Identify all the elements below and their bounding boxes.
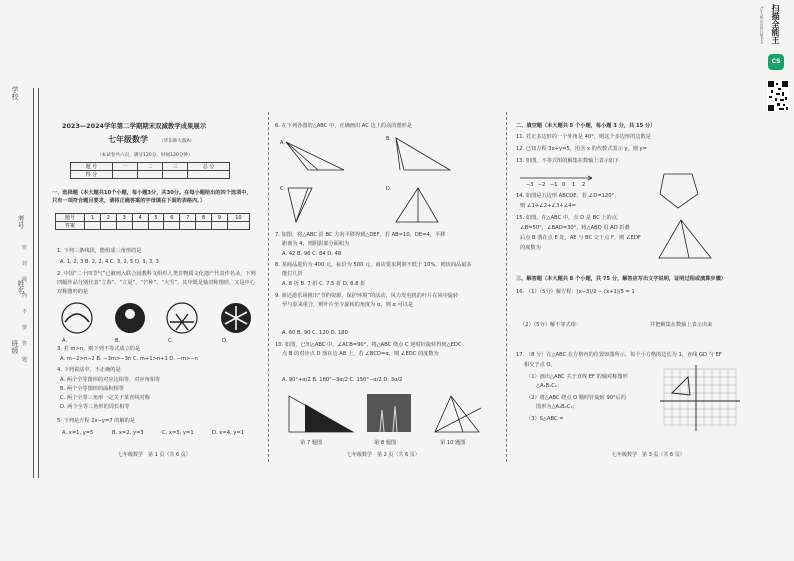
score-head-cell: 总 分 xyxy=(188,163,230,171)
score-head-cell: 一 xyxy=(112,163,137,171)
q7-line1: 7. 如图，将△ABC 沿 BC 方向平移得到△DEF，若 AB=10，DE=4，平移 xyxy=(275,232,446,238)
page-divider-2 xyxy=(506,112,507,462)
svg-text:−2: −2 xyxy=(538,182,546,188)
binding-line xyxy=(33,88,34,478)
q13: 13. 如图，不等式组的解集在数轴上表示如下 xyxy=(516,158,620,164)
q9-line1: 9. 新近游乐场推出“节约资源，保护环境”的活动，风力发电机的叶片在风中旋转 xyxy=(275,293,459,299)
q3: 3. 若 m>n，则下列不等式成立的是 xyxy=(57,346,141,352)
q17-part2-a: （2）将△ABC 绕点 O 顺时针旋转 90°后的 xyxy=(526,395,627,401)
footer-page-2: 七年级数学 第 2 页（共 6 页） xyxy=(347,452,420,458)
q4-d: D. 两个全等三角形的周长相等 xyxy=(60,404,130,410)
svg-text:0: 0 xyxy=(562,182,566,188)
q7-options: A. 42 B. 96 C. 84 D. 48 xyxy=(282,251,342,257)
q2-emblems xyxy=(60,300,260,340)
q16-2-instr: 并把解集在数轴上表示出来 xyxy=(650,322,713,328)
q17-grid xyxy=(660,365,740,433)
svg-text:A.: A. xyxy=(280,140,285,146)
score-head-cell: 三 xyxy=(163,163,188,171)
qr-code-icon xyxy=(767,80,789,112)
q2-line2: 四幅作品分别代表“立春”、“立夏”、“芒种”、“大雪”，其中既是轴对称图形，又是中心 xyxy=(57,280,255,286)
q11: 11. 若正多边形的一个外角是 40°，则这个多边形的边数是 xyxy=(516,134,651,140)
q17-line1: 17. （8 分）在△ABC 在方格内的位置如图所示，每个小方格的边长为 1，直线 GD 与 EF xyxy=(516,352,722,358)
q10-line1: 10. 如图，已知△ABC 中，∠ACB=90°，将△ABC 绕点 C 逆时针旋转得到△EDC， xyxy=(275,342,467,348)
exam-title: 2023—2024学年第二学期期末双减教学成果展示 xyxy=(62,122,207,130)
score-row-label: 得 分 xyxy=(71,171,113,179)
score-head-cell: 题 号 xyxy=(71,163,113,171)
q1-options: A. 1, 2, 3 B. 2, 2, 4 C. 3, 2, 5 D. 3, 3, 3 xyxy=(60,259,159,265)
section1-intro-1: 一、选择题（本大题共10个小题，每小题3分，共30分。在每小题给出的四个选项中， xyxy=(52,190,252,196)
svg-text:D.: D. xyxy=(386,186,392,192)
svg-text:−3: −3 xyxy=(526,182,534,188)
seal-text: 密 封 线 内 不 要 答 题 xyxy=(22,245,28,363)
q4-b: B. 两个全等图形的面积相等 xyxy=(60,386,124,392)
q15-line3: 后点 B 落在点 E 处，AE 与 BC 交于点 F，则 ∠EDF xyxy=(520,235,641,241)
school-label: 学校 xyxy=(11,86,19,100)
q17-part3: （3）S△ABC = xyxy=(526,416,564,422)
camscanner-logo-icon: CS xyxy=(768,54,784,70)
name-label: 姓名 xyxy=(17,280,25,294)
score-head-cell: 二 xyxy=(137,163,162,171)
q15-line1: 15. 如图，在△ABC 中，点 D 是 BC 上的点， xyxy=(516,215,623,221)
q10-line2: 点 B 的对应点 D 落在边 AB 上，若 ∠BCD=α，则 ∠EDC 的度数为 xyxy=(282,351,439,357)
svg-text:B.: B. xyxy=(386,136,392,142)
q7-line2: 距离为 4，则阴影部分面积为 xyxy=(282,241,350,247)
q9-options: A. 60 B. 90 C. 120 D. 180 xyxy=(282,330,348,336)
q2-line3: 对称图形的是 xyxy=(57,289,89,295)
q14-line1: 14. 如图是五边形 ABCDE，若 ∠D=120°， xyxy=(516,193,620,199)
q5-d: D. x=4, y=1 xyxy=(212,430,245,436)
exam-subject: 七年级数学 xyxy=(108,135,148,144)
q15-line2: ∠B=50°，∠BAD=30°，将△ABD 沿 AD 折叠 xyxy=(520,225,630,231)
svg-text:−1: −1 xyxy=(550,182,558,188)
q16-1: 16. （1）（5分）解方程：(x−3)/2 − (x+1)/5 = 1 xyxy=(516,289,635,295)
q10-options: A. 90°+α/2 B. 180°−3α/2 C. 150°−α/2 D. 3α/2 xyxy=(282,377,403,383)
q6: 6. 在下列各图的△ABC 中，正确画出 AC 边上的高的图形是 xyxy=(275,123,413,129)
section2-title: 二、填空题（本大题共 5 个小题，每小题 3 分，共 15 分） xyxy=(516,123,656,129)
app-name: 扫描全能王 xyxy=(771,4,780,44)
section1-intro-2: 只有一项符合题目要求，请将正确答案的字母填在下面的表格内。） xyxy=(52,198,206,204)
q16-2: （2）（5分）解不等式组： xyxy=(520,322,582,328)
q5-c: C. x=3, y=1 xyxy=(162,430,194,436)
q5-a: A. x=1, y=5 xyxy=(62,430,94,436)
exam-subject-note: （华东师大版A） xyxy=(159,139,195,144)
fig10-label: 第 10 题图 xyxy=(440,440,466,446)
app-subtitle: 3亿人都在用的扫描App xyxy=(760,6,764,45)
q7-q10-figures xyxy=(285,392,490,440)
svg-text:C.: C. xyxy=(280,186,286,192)
q14-pentagon xyxy=(652,170,702,212)
score-table xyxy=(70,162,230,179)
section3-title: 三、解答题（本大题共 8 个小题，共 75 分，解答应写出文字说明，证明过程或演算步骤） xyxy=(516,276,726,282)
q17-line2: 相交于点 O。 xyxy=(524,362,556,368)
scanner-app-badge xyxy=(760,2,792,72)
q5: 5. 下列是方程 2x−y=7 的解的是 xyxy=(57,418,136,424)
q17-part1-a: （1）画出△ABC 关于直线 EF 的轴对称图形 xyxy=(526,374,628,380)
q9-line2: 至与原来重合，则叶片至少旋转的角度为 α，则 α 可以是 xyxy=(282,302,414,308)
q12: 12. 已知方程 3x+y=5，用含 x 的代数式表示 y，则 y= xyxy=(516,146,647,152)
q5-b: B. x=2, y=3 xyxy=(112,430,144,436)
q8-options: A. 8 折 B. 7 折 C. 7.5 折 D. 8.8 折 xyxy=(282,281,366,287)
q8-line2: 能打几折 xyxy=(282,271,303,277)
fig8-label: 第 8 题图 xyxy=(374,440,397,446)
class-label: 班级 xyxy=(11,340,19,354)
q17-part2-b: 图形为△A₂B₂C₂； xyxy=(536,404,578,410)
q3-options: A. m−2>n−2 B. −3m>−3n C. m+1>n+1 D. −m>−n xyxy=(60,356,199,362)
q15-triangle xyxy=(655,216,715,264)
q2-option-b: B. xyxy=(115,338,121,344)
q4: 4. 下列说法中，不正确的是 xyxy=(57,367,121,373)
exam-no-label: 考号 xyxy=(17,215,25,229)
answer-table: 题号 1 2 3 4 5 6 7 8 9 10 答案 xyxy=(55,213,250,230)
q2-option-d: D. xyxy=(222,338,228,344)
svg-text:1: 1 xyxy=(572,182,576,188)
q4-a: A. 两个全等图形的对应边相等，对应角相等 xyxy=(60,377,161,383)
q1: 1. 下列三条线段，能组成三角形的是 xyxy=(57,248,142,254)
q2-option-c: C. xyxy=(168,338,174,344)
exam-info: （本试卷共六页，满分120分，时间120分钟） xyxy=(97,153,193,158)
footer-page-1: 七年级数学 第 1 页（共 6 页） xyxy=(118,452,191,458)
q8-line1: 8. 某商品进价为 400 元，标价为 500 元，商店要求利润不低于 10%，则该商品最多 xyxy=(275,262,472,268)
q13-number-line xyxy=(516,168,596,188)
q17-part1-b: △A₁B₁C₁； xyxy=(536,383,563,389)
q2-option-a: A. xyxy=(62,338,68,344)
q14-line2: 则 ∠1+∠2+∠3+∠4= xyxy=(520,203,577,209)
svg-text:2: 2 xyxy=(582,182,586,188)
page-divider-1 xyxy=(268,112,269,462)
footer-page-3: 七年级数学 第 3 页（共 6 页） xyxy=(612,452,685,458)
q6-triangles xyxy=(278,130,493,230)
binding-line-2 xyxy=(38,88,39,478)
q4-c: C. 两个全等三角形一定关于某直线对称 xyxy=(60,395,150,401)
fig7-label: 第 7 题图 xyxy=(300,440,323,446)
q15-line4: 的度数为 xyxy=(520,245,541,251)
q2-line1: 2. 中国“二十四节气”已被列入联合国教科文组织人类非物质文化遗产代表作名录，下列 xyxy=(57,271,256,277)
